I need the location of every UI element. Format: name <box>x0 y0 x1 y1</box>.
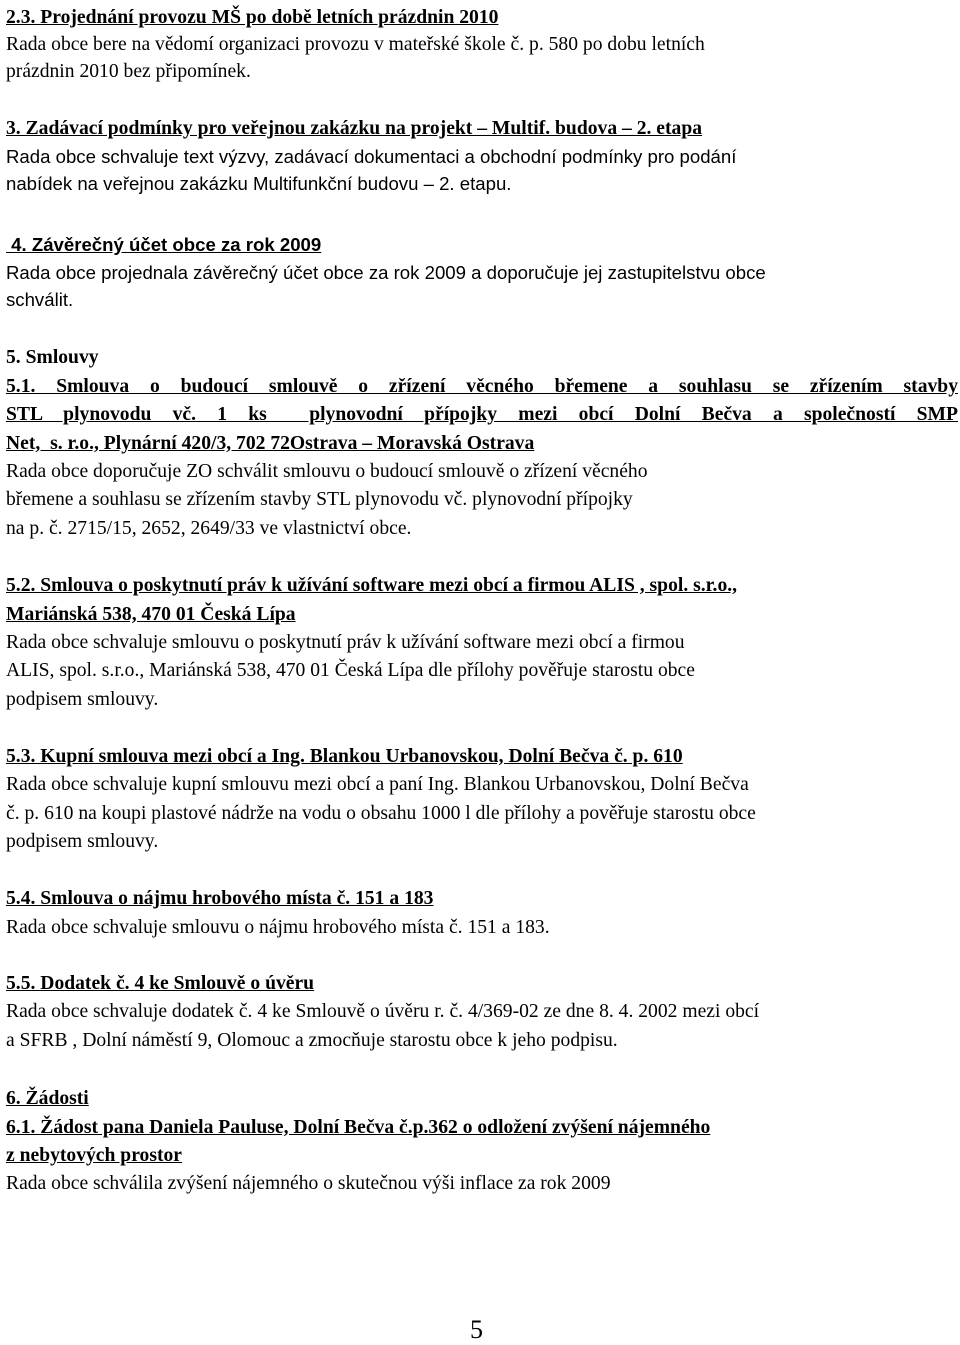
section-heading-4: 4. Závěrečný účet obce za rok 2009 <box>6 234 322 255</box>
section-5-2-text-line-1: Rada obce schvaluje smlouvu o poskytnutí práv k užívání software mezi obcí a firmou <box>6 632 685 653</box>
section-heading-5-5: 5.5. Dodatek č. 4 ke Smlouvě o úvěru <box>6 973 315 994</box>
section-5-1-text-line-2: břemene a souhlasu se zřízením stavby STL plynovodu vč. plynovodní přípojky <box>6 489 633 510</box>
section-heading-5-1-line-1: 5.1. Smlouva o budoucí smlouvě o zřízení věcného břemene a souhlasu se zřízením stavby <box>6 376 958 397</box>
section-5-1-text-line-3: na p. č. 2715/15, 2652, 2649/33 ve vlastnictví obce. <box>6 518 412 539</box>
section-heading-5-1-line-2: STL plynovodu vč. 1 ks plynovodní přípojky mezi obcí Dolní Bečva a společností SMP <box>6 404 958 425</box>
section-2-3-text-line-2: prázdnin 2010 bez připomínek. <box>6 61 251 82</box>
section-5-1-text-line-1: Rada obce doporučuje ZO schválit smlouvu o budoucí smlouvě o zřízení věcného <box>6 461 648 482</box>
section-heading-5-2-line-1: 5.2. Smlouva o poskytnutí práv k užívání software mezi obcí a firmou ALIS , spol. s.r.o., <box>6 575 738 596</box>
section-heading-2-3: 2.3. Projednání provozu MŠ po době letních prázdnin 2010 <box>6 7 499 28</box>
section-heading-6-1-line-2: z nebytových prostor <box>6 1145 182 1166</box>
section-2-3-text-line-1: Rada obce bere na vědomí organizaci provozu v mateřské škole č. p. 580 po dobu letních <box>6 34 705 55</box>
section-heading-5-3: 5.3. Kupní smlouva mezi obcí a Ing. Blankou Urbanovskou, Dolní Bečva č. p. 610 <box>6 746 683 767</box>
section-heading-5: 5. Smlouvy <box>6 347 99 368</box>
section-heading-5-2-line-2: Mariánská 538, 470 01 Česká Lípa <box>6 604 296 625</box>
section-5-2-text-line-2: ALIS, spol. s.r.o., Mariánská 538, 470 01 Česká Lípa dle přílohy pověřuje starostu obce <box>6 660 695 681</box>
section-4-text-line-2: schválit. <box>6 289 74 310</box>
section-4-text-line-1: Rada obce projednala závěrečný účet obce za rok 2009 a doporučuje jej zastupitelstvu obce <box>6 262 766 283</box>
section-5-2-text-line-3: podpisem smlouvy. <box>6 689 159 710</box>
page-number: 5 <box>470 1315 483 1344</box>
section-heading-5-4: 5.4. Smlouva o nájmu hrobového místa č. 151 a 183 <box>6 888 434 909</box>
section-5-5-text-line-2: a SFRB , Dolní náměstí 9, Olomouc a zmocňuje starostu obce k jeho podpisu. <box>6 1030 618 1051</box>
section-3-text-line-1: Rada obce schvaluje text výzvy, zadávací dokumentaci a obchodní podmínky pro podání <box>6 146 737 167</box>
section-heading-3: 3. Zadávací podmínky pro veřejnou zakázku na projekt – Multif. budova – 2. etapa <box>6 118 703 139</box>
section-5-4-text-line-1: Rada obce schvaluje smlouvu o nájmu hrobového místa č. 151 a 183. <box>6 917 550 938</box>
section-6-1-text-line-1: Rada obce schválila zvýšení nájemného o skutečnou výši inflace za rok 2009 <box>6 1173 611 1194</box>
section-5-5-text-line-1: Rada obce schvaluje dodatek č. 4 ke Smlouvě o úvěru r. č. 4/369-02 ze dne 8. 4. 2002 mezi obcí <box>6 1001 760 1022</box>
section-heading-6: 6. Žádosti <box>6 1088 89 1109</box>
section-5-3-text-line-1: Rada obce schvaluje kupní smlouvu mezi obcí a paní Ing. Blankou Urbanovskou, Dolní Bečva <box>6 774 749 795</box>
section-5-3-text-line-3: podpisem smlouvy. <box>6 831 159 852</box>
section-3-text-line-2: nabídek na veřejnou zakázku Multifunkční budovu – 2. etapu. <box>6 173 512 194</box>
section-heading-6-1-line-1: 6.1. Žádost pana Daniela Pauluse, Dolní Bečva č.p.362 o odložení zvýšení nájemného <box>6 1117 711 1138</box>
section-heading-5-1-line-3: Net, s. r.o., Plynární 420/3, 702 72Ostrava – Moravská Ostrava <box>6 433 535 454</box>
section-5-3-text-line-2: č. p. 610 na koupi plastové nádrže na vodu o obsahu 1000 l dle přílohy a pověřuje starostu obce <box>6 803 756 824</box>
